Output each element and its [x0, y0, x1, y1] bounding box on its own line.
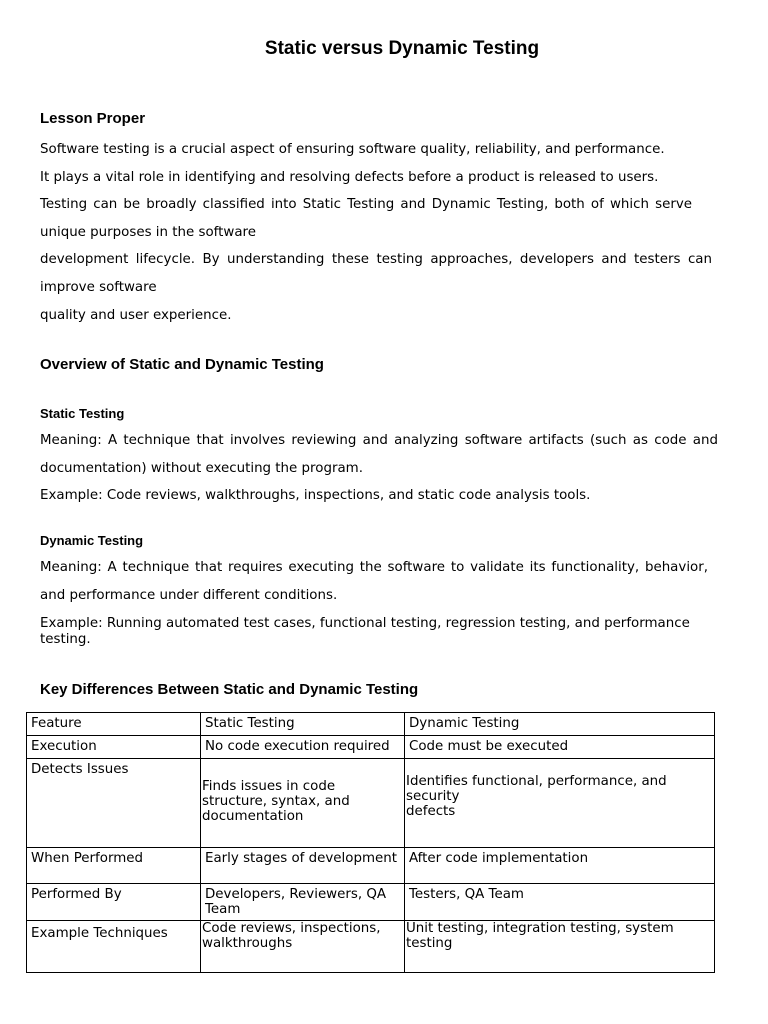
table-row	[27, 759, 715, 848]
table-header-row	[27, 713, 715, 736]
overview-heading: Overview of Static and Dynamic Testing	[40, 356, 324, 373]
table-cell: No code execution required	[201, 736, 405, 759]
static-testing-meaning: Meaning: A technique that involves reviewing and analyzing software artifacts (such as code and documentation) without executing the program.	[40, 433, 718, 476]
table-cell: Identifies functional, performance, and security defects	[405, 759, 715, 848]
table-cell: Developers, Reviewers, QA Team	[201, 884, 405, 921]
dynamic-testing-meaning: Meaning: A technique that requires executing the software to validate its functionality, behavior, and performance under different conditions.	[40, 560, 708, 603]
static-testing-example: Example: Code reviews, walkthroughs, inspections, and static code analysis tools.	[40, 488, 591, 503]
table-header-cell: Dynamic Testing	[405, 713, 715, 736]
table-header-cell: Static Testing	[201, 713, 405, 736]
lesson-line-3: Testing can be broadly classified into Static Testing and Dynamic Testing, both of which serve unique purposes in the software	[40, 197, 692, 240]
table-cell: Execution	[27, 736, 201, 759]
lesson-line-4: development lifecycle. By understanding these testing approaches, developers and testers can improve software	[40, 252, 712, 295]
table-row	[27, 921, 715, 973]
table-cell: Finds issues in code structure, syntax, and documentation	[201, 759, 405, 848]
table-cell: Performed By	[27, 884, 201, 921]
differences-table	[26, 712, 715, 973]
table-cell: Unit testing, integration testing, system testing	[405, 921, 715, 973]
table-row	[27, 736, 715, 759]
static-testing-heading: Static Testing	[40, 406, 125, 421]
table-cell: When Performed	[27, 848, 201, 884]
table-cell: Early stages of development	[201, 848, 405, 884]
differences-heading: Key Differences Between Static and Dynamic Testing	[40, 681, 419, 698]
dynamic-testing-example: Example: Running automated test cases, functional testing, regression testing, and performance testing.	[40, 616, 690, 647]
table-row	[27, 884, 715, 921]
table-cell: After code implementation	[405, 848, 715, 884]
dynamic-testing-heading: Dynamic Testing	[40, 533, 144, 548]
table-cell: Testers, QA Team	[405, 884, 715, 921]
lesson-line-1: Software testing is a crucial aspect of ensuring software quality, reliability, and performance.	[40, 142, 665, 157]
table-cell: Example Techniques	[27, 921, 201, 973]
page-title: Static versus Dynamic Testing	[264, 38, 540, 59]
table-cell: Detects Issues	[27, 759, 201, 848]
lesson-line-2: It plays a vital role in identifying and resolving defects before a product is released to users.	[40, 170, 659, 185]
table-cell: Code reviews, inspections, walkthroughs	[201, 921, 405, 973]
table-header-cell: Feature	[27, 713, 201, 736]
table-row	[27, 848, 715, 884]
lesson-heading: Lesson Proper	[40, 110, 146, 127]
lesson-line-5: quality and user experience.	[40, 308, 232, 323]
table-cell: Code must be executed	[405, 736, 715, 759]
